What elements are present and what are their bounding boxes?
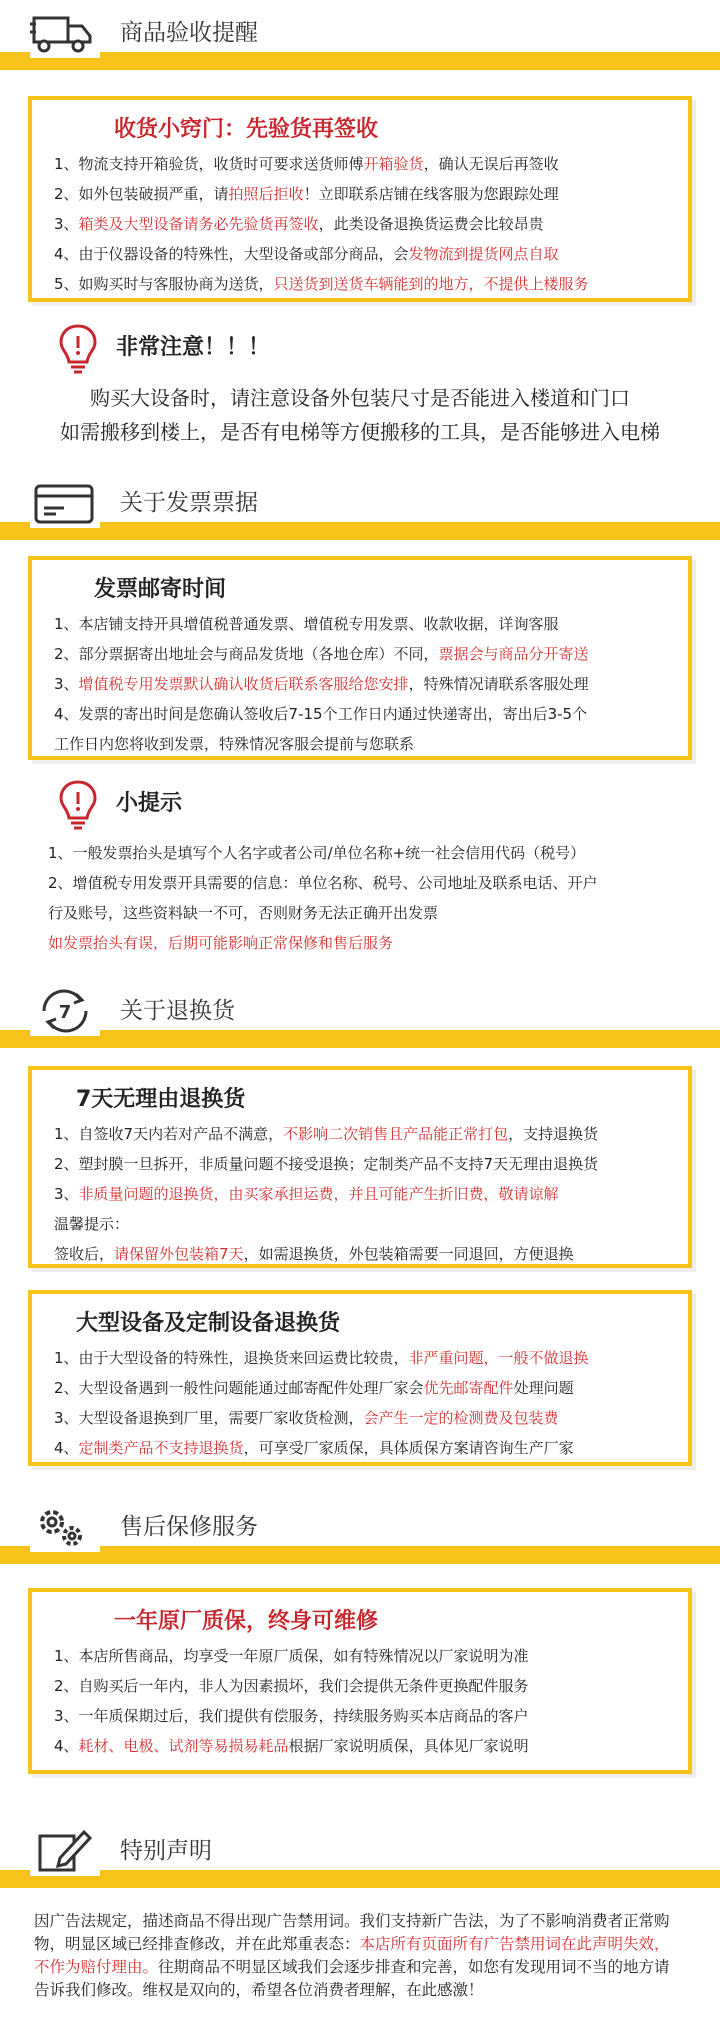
card-title: 发票邮寄时间 [94,577,227,602]
highlight-text: 只送货到送货车辆能到的地方，不提供上楼服务 [273,275,589,293]
text-line [54,239,672,269]
highlight-text: 优先邮寄配件 [423,1379,514,1397]
text-segment: 1、物流支持开箱验货，收货时可要求送货师傅 [54,155,364,173]
text-segment: 3、 [54,675,79,693]
section-title: 商品验收提醒 [120,14,272,47]
text-line [48,838,688,868]
text-segment: 温馨提示： [54,1215,130,1233]
text-segment: 3、 [54,215,79,233]
text-segment: 2、大型设备遇到一般性问题能通过邮寄配件处理厂家会 [54,1379,424,1397]
header-stripe [0,1546,720,1564]
warranty-card [28,1588,692,1774]
card-lines [54,1343,672,1463]
header-stripe [0,1030,720,1048]
attention-line-2: 如需搬移到楼上，是否有电梯等方便搬移的工具，是否能够进入电梯 [60,420,660,444]
text-segment: 因广告法规定，描述商品不得出现广告禁用词。我们支持新广告法，为了不影响消费者正常购物，明显区域已经排查修改，并在此郑重表态： [34,1912,670,1953]
attention-line-1: 购买大设备时，请注意设备外包装尺寸是否能进入楼道和门口 [90,386,630,410]
gears-icon [30,1502,100,1552]
text-segment: 行及账号，这些资料缺一不可，否则财务无法正确开出发票 [48,904,439,922]
card-title: 收货小窍门：先验货再签收 [114,117,379,142]
highlight-text: 箱类及大型设备请务必先验货再签收 [78,215,319,233]
text-segment: 根据厂家说明质保，具体见厂家说明 [288,1737,529,1755]
text-segment: 工作日内您将收到发票，特殊情况客服会提前与您联系 [54,735,415,753]
text-line [54,1149,672,1179]
text-line [54,609,672,639]
card-title: 大型设备及定制设备退换货 [76,1311,341,1336]
text-line [54,149,672,179]
text-line [54,1671,672,1701]
text-line [54,1373,672,1403]
text-line [54,269,672,299]
highlight-text: 会产生一定的检测费及包装费 [363,1409,559,1427]
highlight-text: 发物流到提货网点自取 [408,245,559,263]
text-segment: ，如需退换货，外包装箱需要一同退回，方便退换 [243,1245,574,1263]
text-segment: 4、发票的寄出时间是您确认签收后7-15个工作日内通过快递寄出，寄出后3-5个 [54,705,588,723]
text-line [54,1433,672,1463]
text-line [54,1179,672,1209]
text-segment: ，确认无误后再签收 [423,155,559,173]
declaration-text [34,1910,684,2002]
returns-card-large [28,1290,692,1466]
text-segment: 2、自购买后一年内，非人为因素损坏，我们会提供无条件更换配件服务 [54,1677,529,1695]
text-line [54,639,672,669]
text-segment: 2、增值税专用发票开具需要的信息：单位名称、税号、公司地址及联系电话、开户 [48,874,598,892]
text-line [54,1403,672,1433]
pencil-icon [30,1826,100,1876]
card-title: 7天无理由退换货 [76,1087,246,1112]
inspection-card [28,96,692,302]
highlight-text: 本店所有页面所有广告禁用词在此声明失效，不作为赔付理由。 [34,1935,670,1976]
text-line [48,868,688,898]
text-segment: 4、 [54,1737,79,1755]
text-segment: 3、大型设备退换到厂里，需要厂家收货检测， [54,1409,364,1427]
text-line [48,898,688,928]
returns-card-7day [28,1066,692,1268]
highlight-text: 非严重问题，一般不做退换 [408,1349,589,1367]
text-line [54,1343,672,1373]
highlight-text: 非质量问题的退换货，由买家承担运费，并且可能产生折旧费，敬请谅解 [78,1185,559,1203]
text-segment: 往期商品不明显区域我们会逐步排查和完善，如您有发现用词不当的地方请告诉我们修改。维权是双向的，希望各位消费者理解，在此感激！ [34,1958,670,1999]
text-segment: 1、由于大型设备的特殊性，退换货来回运费比较贵， [54,1349,409,1367]
text-segment: 3、 [54,1185,79,1203]
text-line [54,179,672,209]
text-line [54,1239,672,1269]
section-header-inspection [0,0,720,80]
card-icon [30,478,100,528]
card-lines [54,1641,672,1761]
text-line [48,928,688,958]
truck-icon [30,8,100,58]
text-segment: ！立即联系店铺在线客服为您跟踪处理 [303,185,559,203]
text-segment: 4、由于仪器设备的特殊性，大型设备或部分商品，会 [54,245,409,263]
highlight-text: 定制类产品不支持退换货 [78,1439,244,1457]
text-segment: 2、如外包装破损严重，请 [54,185,229,203]
text-segment: 5、如购买时与客服协商为送货， [54,275,274,293]
seven-day-return-icon [30,986,100,1036]
highlight-text: 拍照后拒收 [228,185,304,203]
card-lines [54,149,672,299]
highlight-text: 不影响二次销售且产品能正常打包 [283,1125,509,1143]
text-segment: ，支持退换货 [508,1125,599,1143]
text-line [54,1209,672,1239]
lightbulb-icon [56,778,100,834]
svg-text:7: 7 [58,1002,72,1023]
highlight-text: 增值税专用发票默认确认收货后联系客服给您安排 [78,675,409,693]
tips-lines [48,838,688,958]
section-header-invoice [0,470,720,550]
text-line [54,1641,672,1671]
header-stripe [0,522,720,540]
text-line [54,729,672,759]
tips-block [56,778,183,834]
text-segment: 1、一般发票抬头是填写个人名字或者公司/单位名称+统一社会信用代码（税号） [48,844,586,862]
invoice-card [28,556,692,760]
section-header-warranty [0,1494,720,1574]
text-line [54,1119,672,1149]
card-lines [54,609,672,759]
section-title: 售后保修服务 [120,1508,272,1541]
text-line [54,1701,672,1731]
text-segment: 1、本店铺支持开具增值税普通发票、增值税专用发票、收款收据，详询客服 [54,615,559,633]
section-title: 特别声明 [120,1832,226,1865]
section-header-declaration [0,1818,720,1898]
highlight-text: 如发票抬头有误，后期可能影响正常保修和售后服务 [48,934,394,952]
card-title: 一年原厂质保，终身可维修 [114,1609,379,1634]
text-line [54,209,672,239]
section-title: 关于发票票据 [120,484,272,517]
text-segment: ，此类设备退换货运费会比较昂贵 [318,215,544,233]
text-line [54,1731,672,1761]
text-segment: 1、本店所售商品，均享受一年原厂质保，如有特殊情况以厂家说明为准 [54,1647,529,1665]
header-stripe [0,52,720,70]
text-segment: 2、塑封膜一旦拆开，非质量问题不接受退换；定制类产品不支持7天无理由退换货 [54,1155,599,1173]
text-segment: 1、自签收7天内若对产品不满意， [54,1125,284,1143]
text-segment: 2、部分票据寄出地址会与商品发货地（各地仓库）不同， [54,645,439,663]
text-line [54,669,672,699]
text-segment: 3、一年质保期过后，我们提供有偿服务，持续服务购买本店商品的客户 [54,1707,529,1725]
section-title: 关于退换货 [120,992,249,1025]
attention-title: 非常注意！！！ [116,335,271,360]
text-segment: ，特殊情况请联系客服处理 [408,675,589,693]
header-stripe [0,1870,720,1888]
highlight-text: 耗材、电极、试剂等易损易耗品 [78,1737,289,1755]
attention-block [56,322,271,378]
highlight-text: 票据会与商品分开寄送 [438,645,589,663]
lightbulb-icon [56,322,100,378]
text-line [54,699,672,729]
highlight-text: 请保留外包装箱7天 [114,1245,244,1263]
text-segment: 4、 [54,1439,79,1457]
text-segment: 处理问题 [513,1379,574,1397]
tips-title: 小提示 [116,791,183,816]
text-segment: ，可享受厂家质保，具体质保方案请咨询生产厂家 [243,1439,574,1457]
section-header-returns [0,978,720,1058]
highlight-text: 开箱验货 [363,155,424,173]
card-lines [54,1119,672,1269]
text-segment: 签收后， [54,1245,115,1263]
